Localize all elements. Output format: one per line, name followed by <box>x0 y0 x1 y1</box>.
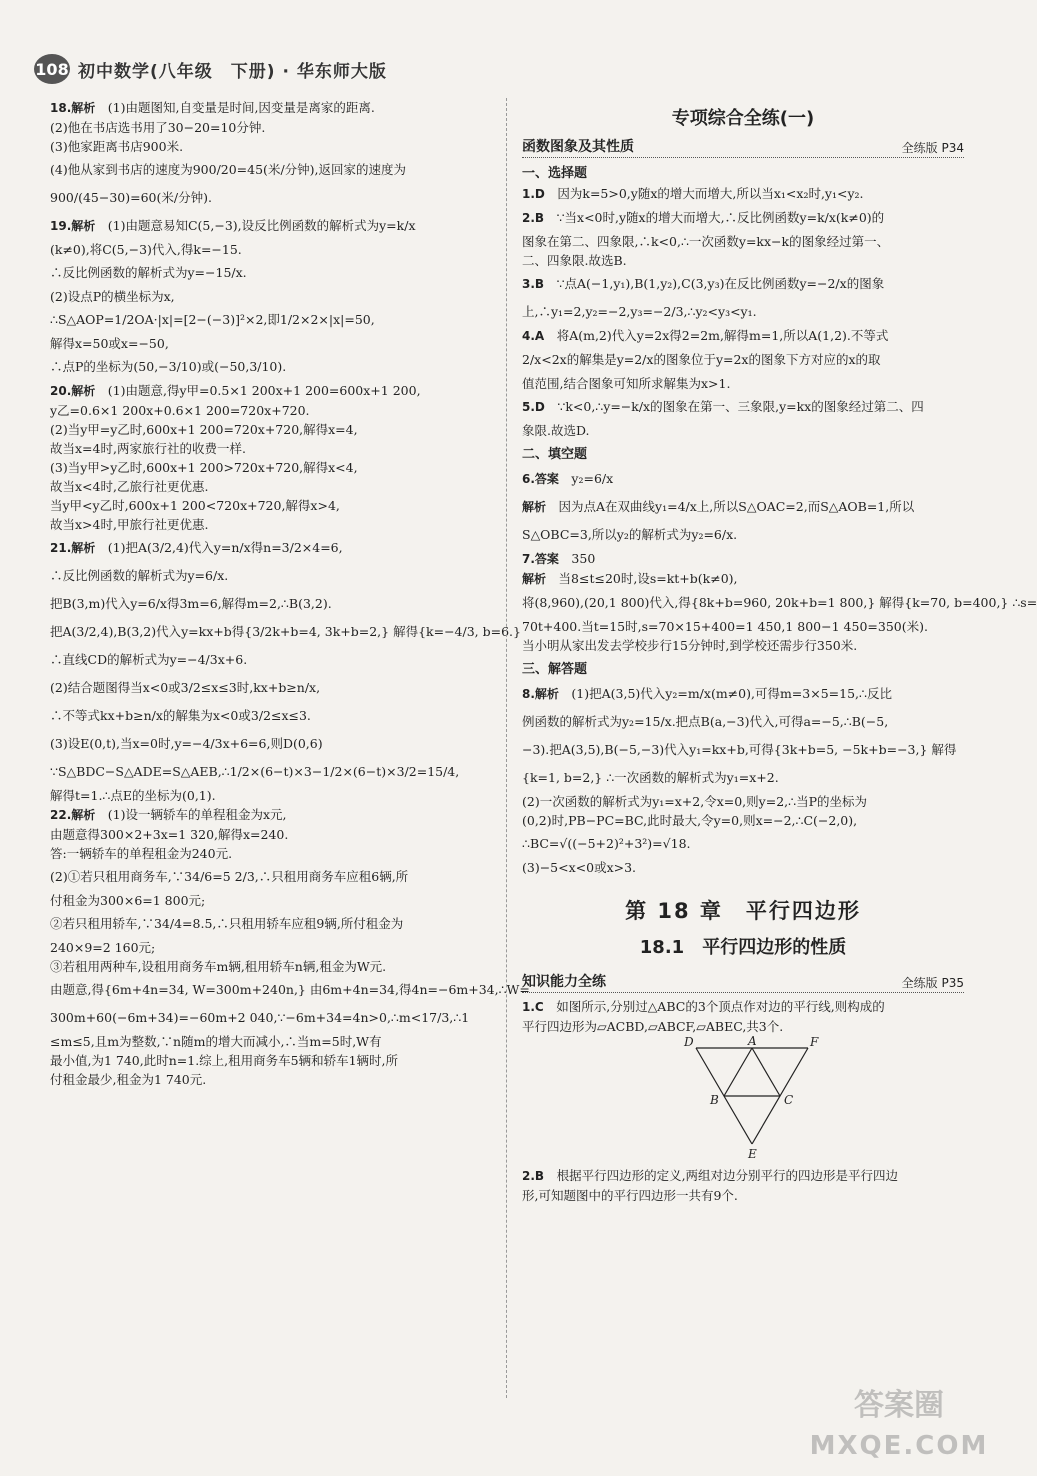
line-text: 付租金最少,租金为1 740元. <box>50 1072 207 1087</box>
line-text: 解得x=50或x=−50, <box>50 336 169 351</box>
text-line <box>50 353 490 381</box>
line-text: 因为k=5>0,y随x的增大而增大,所以当x₁<x₂时,y₁<y₂. <box>557 186 864 201</box>
text-line <box>522 617 964 636</box>
label-e: E <box>748 1147 757 1161</box>
topic-row <box>522 971 964 993</box>
line-text: (0,2)时,PB−PC=BC,此时最大,令y=0,则x=−2,∴C(−2,0), <box>522 813 858 828</box>
text-line <box>50 401 490 420</box>
label-f: F <box>810 1035 819 1049</box>
question-number: 3.B <box>522 277 545 291</box>
line-text: (2)设点P的横坐标为x, <box>50 289 175 304</box>
text-line <box>50 891 490 910</box>
question-line <box>50 98 490 118</box>
watermark-url: MXQE.COM <box>809 1431 989 1461</box>
line-text: 当y甲<y乙时,600x+1 200<720x+720,解得x>4, <box>50 498 340 513</box>
text-line <box>522 589 1037 617</box>
text-line <box>522 792 964 811</box>
column-divider <box>506 98 507 1398</box>
question-line <box>522 997 964 1017</box>
line-text: (2)①若只租用商务车,∵34/6=5 2/3,∴只租用商务车应租6辆,所 <box>50 869 409 884</box>
line-text: 值范围,结合图象可知所求解集为x>1. <box>522 376 731 391</box>
text-line <box>50 562 490 590</box>
line-text: (k≠0),将C(5,−3)代入,得k=−15. <box>50 242 242 257</box>
text-line <box>50 910 490 938</box>
topic-ref: 全练版 P35 <box>901 976 964 990</box>
watermark <box>808 1386 990 1470</box>
line-text: (2)当y甲=y乙时,600x+1 200=720x+720,解得x=4, <box>50 422 358 437</box>
section-title: 专项综合全练(一) <box>671 108 815 129</box>
line-text: 象限.故选D. <box>522 423 590 438</box>
text-line <box>522 858 964 877</box>
page-header <box>34 52 387 86</box>
text-line <box>50 259 490 287</box>
line-text: 因为点A在双曲线y₁=4/x上,所以S△OAC=2,而S△AOB=1,所以 <box>558 499 915 514</box>
line-text: 如图所示,分别过△ABC的3个顶点作对边的平行线,则构成的 <box>556 999 885 1014</box>
book-title: 初中数学(八年级 下册) · 华东师大版 <box>78 61 387 82</box>
part-title: 二、填空题 <box>522 447 588 462</box>
line-text: 上,∴y₁=2,y₂=−2,y₃=−2/3,∴y₂<y₃<y₁. <box>522 304 757 319</box>
text-line <box>50 306 490 334</box>
text-line <box>50 118 490 137</box>
question-line <box>522 465 964 493</box>
line-text: 故当x<4时,乙旅行社更优惠. <box>50 479 209 494</box>
lesson-title: 18.1 平行四边形的性质 <box>639 937 847 958</box>
line-text: ∵点A(−1,y₁),B(1,y₂),C(3,y₃)在反比例函数y=−2/x的图象 <box>556 276 885 291</box>
line-text: 把A(3/2,4),B(3,2)代入y=kx+b得{3/2k+b=4, 3k+b=2,} 解得{k=−4/3, b=6.} <box>50 624 521 639</box>
line-text: 将A(m,2)代入y=2x得2=2m,解得m=1,所以A(1,2).不等式 <box>556 328 889 343</box>
label-c: C <box>784 1093 794 1107</box>
line-text: 根据平行四边形的定义,两组对边分别平行的四边形是平行四边 <box>556 1168 899 1183</box>
text-line <box>50 420 490 439</box>
text-line <box>50 439 490 458</box>
question-line <box>50 534 490 562</box>
line-text: 70t+400.当t=15时,s=70×15+400=1 450,1 800−1 450=350(米). <box>522 619 928 634</box>
line-text: (2)一次函数的解析式为y₁=x+2,令x=0,则y=2,∴当P的坐标为 <box>522 794 867 809</box>
line-text: 答:一辆轿车的单程租金为240元. <box>50 846 233 861</box>
text-line <box>522 1017 964 1036</box>
text-line <box>50 496 490 515</box>
question-line <box>522 204 964 232</box>
topic-name: 知识能力全练 <box>522 974 606 990</box>
text-line <box>50 515 490 534</box>
text-line <box>522 736 964 764</box>
line-text: ∴直线CD的解析式为y=−4/3x+6. <box>50 652 248 667</box>
part3-block <box>522 680 964 877</box>
text-line <box>522 374 964 393</box>
text-line <box>50 976 530 1004</box>
line-text: (1)设一辆轿车的单程租金为x元, <box>107 807 287 822</box>
question-number: 4.A <box>522 329 545 343</box>
question-line <box>522 1166 964 1186</box>
question-number: 19.解析 <box>50 219 96 233</box>
part-title: 一、选择题 <box>522 166 588 181</box>
text-line <box>50 1070 490 1089</box>
text-line <box>522 421 964 440</box>
line-text: 平行四边形为▱ACBD,▱ABCF,▱ABEC,共3个. <box>522 1019 784 1034</box>
line-text: 图象在第二、四象限,∴k<0,∴一次函数y=kx−k的图象经过第一、 <box>522 234 890 249</box>
line-text: 将(8,960),(20,1 800)代入,得{8k+b=960, 20k+b=1 800,} 解得{k=70, b=400,} ∴s= <box>522 595 1037 610</box>
text-line <box>50 618 521 646</box>
label-b: B <box>710 1093 719 1107</box>
line-text: {k=1, b=2,} ∴一次函数的解析式为y₁=x+2. <box>522 770 779 785</box>
text-line <box>522 811 964 830</box>
text-line <box>50 1004 490 1032</box>
question-line <box>522 569 964 589</box>
part4-block <box>522 997 964 1036</box>
line-text: ∵S△BDC−S△ADE=S△AEB,∴1/2×(6−t)×3−1/2×(6−t)×3/2=15/4, <box>50 764 460 779</box>
line-text: 当8≤t≤20时,设s=kt+b(k≠0), <box>558 571 738 586</box>
text-line <box>50 458 490 477</box>
line-text: (4)他从家到书店的速度为900/20=45(米/分钟),返回家的速度为 <box>50 162 407 177</box>
line-text: ∵当x<0时,y随x的增大而增大,∴反比例函数y=k/x(k≠0)的 <box>556 210 885 225</box>
line-text: ∴反比例函数的解析式为y=6/x. <box>50 568 229 583</box>
part1-block <box>522 184 964 440</box>
text-line <box>50 184 490 212</box>
line-text: (2)结合题图得当x<0或3/2≤x≤3时,kx+b≥n/x, <box>50 680 321 695</box>
text-line <box>522 830 964 858</box>
question-number: 7.答案 <box>522 552 559 566</box>
text-line <box>522 521 964 549</box>
line-text: (1)由题意,得y甲=0.5×1 200x+1 200=600x+1 200, <box>107 383 421 398</box>
line-text: 解得t=1.∴点E的坐标为(0,1). <box>50 788 216 803</box>
line-text: ②若只租用轿车,∵34/4=8.5,∴只租用轿车应租9辆,所付租金为 <box>50 916 404 931</box>
text-line <box>50 590 490 618</box>
line-text: (3)他家距离书店900米. <box>50 139 184 154</box>
question-number: 8.解析 <box>522 687 559 701</box>
question-line <box>50 212 490 240</box>
line-text: (3)−5<x<0或x>3. <box>522 860 637 875</box>
chapter-title: 第 18 章 平行四边形 <box>625 899 861 923</box>
question-number: 解析 <box>522 500 547 514</box>
text-line <box>50 730 490 758</box>
question-line <box>50 805 490 825</box>
line-text: 2/x<2x的解集是y=2/x的图象位于y=2x的图象下方对应的x的取 <box>522 352 881 367</box>
text-line <box>50 758 490 786</box>
line-text: S△OBC=3,所以y₂的解析式为y₂=6/x. <box>522 527 738 542</box>
text-line <box>50 786 490 805</box>
line-text: y₂=6/x <box>571 471 614 486</box>
question-line <box>522 326 964 346</box>
label-a: A <box>748 1034 757 1048</box>
text-line <box>50 938 490 957</box>
line-text: 350 <box>571 551 596 566</box>
line-text: 当小明从家出发去学校步行15分钟时,到学校还需步行350米. <box>522 638 858 653</box>
line-text: −3).把A(3,5),B(−5,−3)代入y₁=kx+b,可得{3k+b=5, −5k+b=−3,} 解得 <box>522 742 957 757</box>
question-number: 解析 <box>522 572 547 586</box>
question-number: 2.B <box>522 1169 545 1183</box>
part5-block <box>522 1166 964 1205</box>
question-number: 20.解析 <box>50 384 96 398</box>
text-line <box>50 156 490 184</box>
line-text: 由题意得300×2+3x=1 320,解得x=240. <box>50 827 289 842</box>
line-text: y乙=0.6×1 200x+0.6×1 200=720x+720. <box>50 403 310 418</box>
text-line <box>522 232 964 251</box>
line-text: (1)把A(3/2,4)代入y=n/x得n=3/2×4=6, <box>107 540 343 555</box>
left-column <box>50 98 530 1089</box>
question-number: 6.答案 <box>522 472 559 486</box>
question-line <box>522 549 964 569</box>
text-line <box>50 674 490 702</box>
line-text: 把B(3,m)代入y=6/x得3m=6,解得m=2,∴B(3,2). <box>50 596 332 611</box>
line-text: 故当x>4时,甲旅行社更优惠. <box>50 517 209 532</box>
text-line <box>50 825 490 844</box>
line-text: (1)由题意易知C(5,−3),设反比例函数的解析式为y=k/x <box>107 218 416 233</box>
line-text: 900/(45−30)=60(米/分钟). <box>50 190 212 205</box>
line-text: (1)由题图知,自变量是时间,因变量是离家的距离. <box>107 100 375 115</box>
question-line <box>522 270 964 298</box>
question-line <box>50 381 490 401</box>
text-line <box>522 636 964 655</box>
text-line <box>50 477 490 496</box>
line-text: (2)他在书店选书用了30−20=10分钟. <box>50 120 266 135</box>
line-text: ∴S△AOP=1/2OA·|x|=[2−(−3)]²×2,即1/2×2×|x|=50, <box>50 312 375 327</box>
question-number: 21.解析 <box>50 541 96 555</box>
question-number: 2.B <box>522 211 545 225</box>
line-text: 二、四象限.故选B. <box>522 253 627 268</box>
line-text: 240×9=2 160元; <box>50 940 156 955</box>
text-line <box>50 1032 490 1051</box>
text-line <box>50 844 490 863</box>
question-line <box>522 184 964 204</box>
text-line <box>50 137 490 156</box>
line-text: 300m+60(−6m+34)=−60m+2 040,∵−6m+34=4n>0,∴m<17/3,∴1 <box>50 1010 470 1025</box>
line-text: 故当x=4时,两家旅行社的收费一样. <box>50 441 246 456</box>
text-line <box>50 240 490 259</box>
text-line <box>522 764 964 792</box>
line-text: 形,可知题图中的平行四边形一共有9个. <box>522 1188 738 1203</box>
question-line <box>522 680 964 708</box>
text-line <box>522 298 964 326</box>
triangle-diagram <box>682 1036 822 1161</box>
topic-row <box>522 136 964 158</box>
label-d: D <box>684 1035 694 1049</box>
text-line <box>50 1051 490 1070</box>
part-title: 三、解答题 <box>522 662 588 677</box>
line-text: (3)当y甲>y乙时,600x+1 200>720x+720,解得x<4, <box>50 460 358 475</box>
text-line <box>522 708 964 736</box>
part2-block <box>522 465 1037 655</box>
line-text: (1)把A(3,5)代入y₂=m/x(m≠0),可得m=3×5=15,∴反比 <box>571 686 892 701</box>
text-line <box>50 863 490 891</box>
question-number: 1.C <box>522 1000 544 1014</box>
question-number: 22.解析 <box>50 808 96 822</box>
text-line <box>522 251 964 270</box>
line-text: 例函数的解析式为y₂=15/x.把点B(a,−3)代入,可得a=−5,∴B(−5, <box>522 714 889 729</box>
parallelogram-figure <box>522 1036 962 1166</box>
line-text: ≤m≤5,且m为整数,∵n随m的增大而减小,∴当m=5时,W有 <box>50 1034 382 1049</box>
text-line <box>50 334 490 353</box>
text-line <box>522 346 964 374</box>
line-text: ∴不等式kx+b≥n/x的解集为x<0或3/2≤x≤3. <box>50 708 311 723</box>
text-line <box>50 957 490 976</box>
line-text: ∴BC=√((−5+2)²+3²)=√18. <box>522 836 691 851</box>
question-line <box>522 493 964 521</box>
page-number: 108 <box>34 54 70 84</box>
right-column <box>522 98 1037 1205</box>
line-text: 最小值,为1 740,此时n=1.综上,租用商务车5辆和轿车1辆时,所 <box>50 1053 399 1068</box>
line-text: ③若租用两种车,设租用商务车m辆,租用轿车n辆,租金为W元. <box>50 959 387 974</box>
topic-name: 函数图象及其性质 <box>522 139 634 155</box>
line-text: 由题意,得{6m+4n=34, W=300m+240n,} 由6m+4n=34,得4n=−6m+34,∴W= <box>50 982 530 997</box>
watermark-text: 答案圈 <box>854 1388 944 1423</box>
line-text: ∴点P的坐标为(50,−3/10)或(−50,3/10). <box>50 359 287 374</box>
line-text: ∵k<0,∴y=−k/x的图象在第一、三象限,y=kx的图象经过第二、四 <box>557 399 924 414</box>
text-line <box>522 1186 964 1205</box>
line-text: 付租金为300×6=1 800元; <box>50 893 206 908</box>
question-number: 1.D <box>522 187 545 201</box>
line-text: (3)设E(0,t),当x=0时,y=−4/3x+6=6,则D(0,6) <box>50 736 323 751</box>
question-number: 5.D <box>522 400 545 414</box>
text-line <box>50 702 490 730</box>
topic-ref: 全练版 P34 <box>901 141 964 155</box>
question-line <box>522 393 964 421</box>
question-number: 18.解析 <box>50 101 96 115</box>
text-line <box>50 646 490 674</box>
line-text: ∴反比例函数的解析式为y=−15/x. <box>50 265 247 280</box>
text-line <box>50 287 490 306</box>
